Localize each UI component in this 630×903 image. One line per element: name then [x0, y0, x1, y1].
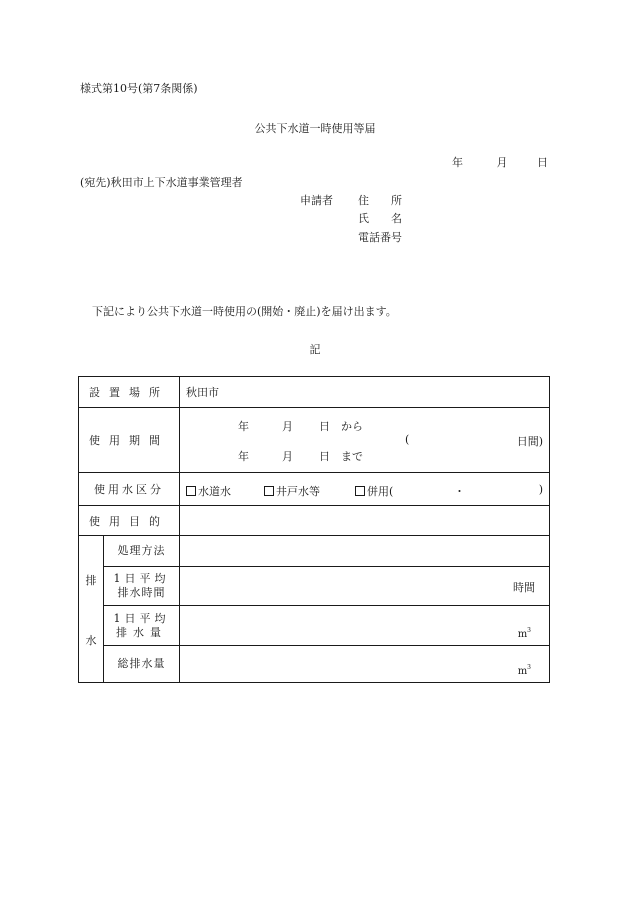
date-month: 月 — [496, 156, 508, 169]
phone-label: 電話番号 — [358, 231, 402, 244]
row-water-type — [79, 473, 550, 506]
addressee: (宛先)秋田市上下水道事業管理者 — [80, 176, 243, 189]
address-label: 住 所 — [358, 194, 402, 207]
checkbox-icon — [186, 486, 196, 496]
purpose-value[interactable] — [180, 506, 550, 536]
statement-text: 下記により公共下水道一時使用の(開始・廃止)を届け出ます。 — [92, 305, 397, 318]
period-until: 年 月 日 まで — [238, 450, 363, 463]
row-avg-volume — [79, 606, 550, 646]
option-tap-water[interactable]: 水道水 — [186, 483, 231, 499]
applicant-label: 申請者 — [300, 194, 333, 207]
period-paren-open: ( — [405, 433, 410, 446]
avg-time-value[interactable] — [180, 567, 550, 606]
form-number: 様式第10号(第7条関係) — [80, 82, 198, 95]
avg-time-label: 1日平均 排水時間 — [104, 567, 180, 606]
location-value[interactable]: 秋田市 — [180, 377, 550, 408]
purpose-label: 使用目的 — [79, 506, 180, 536]
page-title: 公共下水道一時使用等届 — [254, 122, 376, 135]
drainage-group-label: 排 水 — [79, 536, 104, 683]
date-line — [452, 156, 548, 170]
row-method — [79, 536, 550, 567]
ki-heading: 記 — [309, 343, 321, 356]
row-period — [79, 408, 550, 473]
avg-volume-unit: $m^3$ — [517, 627, 531, 640]
avg-volume-value[interactable] — [180, 606, 550, 646]
form-table — [78, 376, 550, 683]
total-volume-unit: $m^3$ — [517, 664, 531, 677]
row-avg-time — [79, 567, 550, 606]
combined-close: ) — [538, 483, 543, 496]
checkbox-icon — [264, 486, 274, 496]
water-type-label: 使用水区分 — [79, 473, 180, 506]
period-from: 年 月 日 から — [238, 420, 363, 433]
applicant-block — [300, 194, 420, 254]
checkbox-icon — [355, 486, 365, 496]
combined-dot: ・ — [454, 485, 465, 498]
avg-time-unit: 時間 — [513, 581, 535, 594]
avg-volume-label: 1日平均 排水量 — [104, 606, 180, 646]
date-year: 年 — [452, 156, 463, 169]
row-location — [79, 377, 550, 408]
option-well-water[interactable]: 井戸水等 — [264, 483, 320, 499]
method-value[interactable] — [180, 536, 550, 567]
row-total-volume — [79, 646, 550, 683]
period-days-unit: 日間) — [516, 435, 543, 448]
name-label: 氏 名 — [358, 212, 402, 225]
water-type-value — [180, 473, 550, 506]
option-combined[interactable]: 併用( — [355, 483, 393, 499]
total-volume-value[interactable] — [180, 646, 550, 683]
total-volume-label: 総排水量 — [104, 646, 180, 683]
period-label: 使用期間 — [79, 408, 180, 473]
date-day: 日 — [537, 156, 548, 169]
row-purpose — [79, 506, 550, 536]
location-label: 設置場所 — [79, 377, 180, 408]
method-label: 処理方法 — [104, 536, 180, 567]
period-value[interactable] — [180, 408, 550, 473]
